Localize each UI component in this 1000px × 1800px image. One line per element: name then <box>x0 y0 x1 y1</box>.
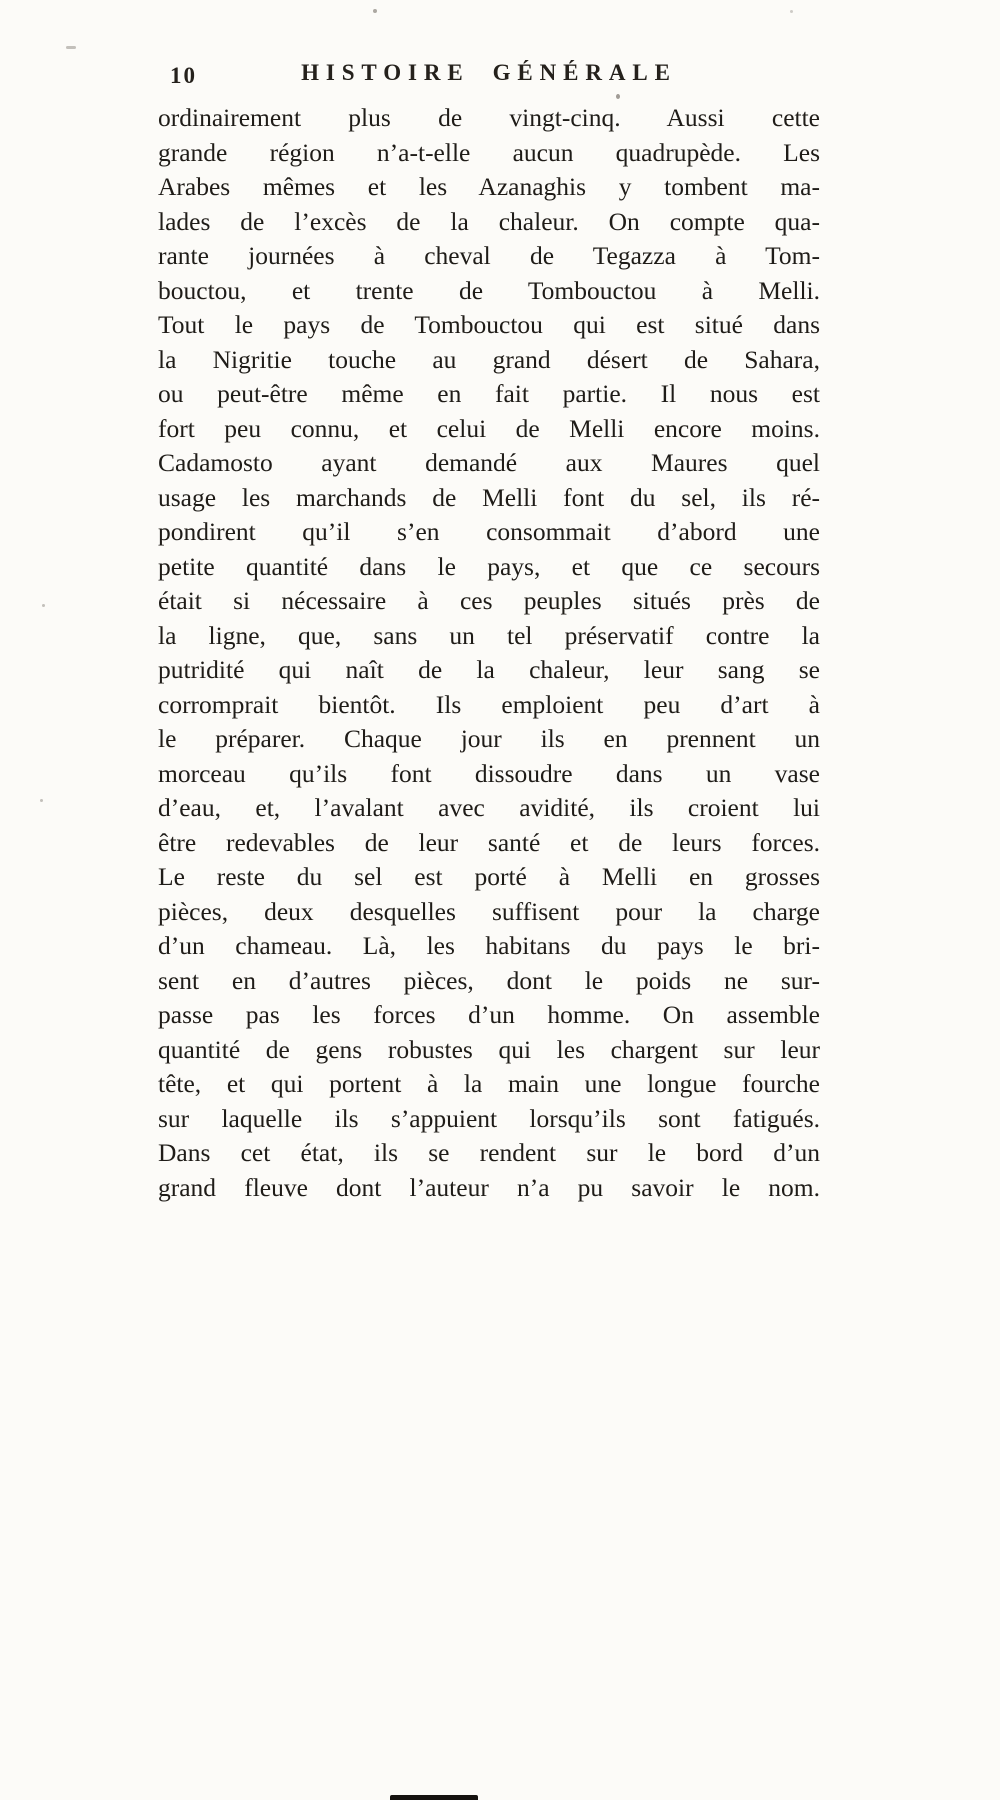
text-line: putridité qui naît de la chaleur, leur sang se <box>158 655 820 684</box>
text-line: morceau qu’ils font dissoudre dans un vase <box>158 758 820 788</box>
page-number: 10 <box>170 63 197 88</box>
body-text <box>158 101 820 1205</box>
text-line: Le reste du sel est porté à Melli en grosses <box>158 862 820 891</box>
text-line: Dans cet état, ils se rendent sur le bord d’un <box>158 1138 820 1167</box>
text-line: être redevables de leur santé et de leurs forces. <box>158 827 820 857</box>
text-line: la Nigritie touche au grand désert de Sahara, <box>158 344 820 374</box>
running-title: HISTOIRE GÉNÉRALE <box>301 60 677 85</box>
scan-speck <box>40 799 43 802</box>
text-line: passe pas les forces d’un homme. On assemble <box>158 1000 820 1029</box>
text-line: ou peut-être même en fait partie. Il nous est <box>158 379 820 408</box>
scan-speck <box>373 9 377 13</box>
text-line: usage les marchands de Melli font du sel, ils ré- <box>158 482 820 512</box>
text-line: Tout le pays de Tombouctou qui est situé dans <box>158 310 820 339</box>
text-line: d’un chameau. Là, les habitans du pays le bri- <box>158 931 820 960</box>
text-line: fort peu connu, et celui de Melli encore moins. <box>158 413 820 443</box>
text-line: grand fleuve dont l’auteur n’a pu savoir le nom. <box>158 1172 820 1202</box>
text-line: le préparer. Chaque jour ils en prennent un <box>158 724 820 753</box>
text-line: sur laquelle ils s’appuient lorsqu’ils sont fatigués. <box>158 1103 820 1133</box>
text-line: grande région n’a-t-elle aucun quadrupède. Les <box>158 137 820 167</box>
scan-speck <box>616 94 620 99</box>
text-line: rante journées à cheval de Tegazza à Tom- <box>158 241 820 270</box>
text-line: corromprait bientôt. Ils emploient peu d’art à <box>158 689 820 719</box>
text-line: pièces, deux desquelles suffisent pour la charge <box>158 896 820 926</box>
text-line: d’eau, et, l’avalant avec avidité, ils croient lui <box>158 793 820 822</box>
text-line: Cadamosto ayant demandé aux Maures quel <box>158 448 820 477</box>
text-line: bouctou, et trente de Tombouctou à Melli. <box>158 275 820 305</box>
text-line: tête, et qui portent à la main une longue fourche <box>158 1069 820 1098</box>
text-line: lades de l’excès de la chaleur. On compte qua- <box>158 206 820 236</box>
text-line: petite quantité dans le pays, et que ce secours <box>158 551 820 581</box>
text-line: sent en d’autres pièces, dont le poids ne sur- <box>158 965 820 995</box>
scan-speck <box>790 10 793 13</box>
text-line: pondirent qu’il s’en consommait d’abord une <box>158 517 820 546</box>
text-line: ordinairement plus de vingt-cinq. Aussi cette <box>158 103 820 132</box>
text-line: la ligne, que, sans un tel préservatif contre la <box>158 620 820 650</box>
text-line: quantité de gens robustes qui les chargent sur leur <box>158 1034 820 1064</box>
text-line: Arabes mêmes et les Azanaghis y tombent ma- <box>158 172 820 201</box>
scan-speck <box>42 604 45 607</box>
scan-speck <box>66 46 76 49</box>
page-header <box>158 60 820 94</box>
scan-mark-bottom <box>390 1795 478 1800</box>
text-line: était si nécessaire à ces peuples situés près de <box>158 586 820 615</box>
